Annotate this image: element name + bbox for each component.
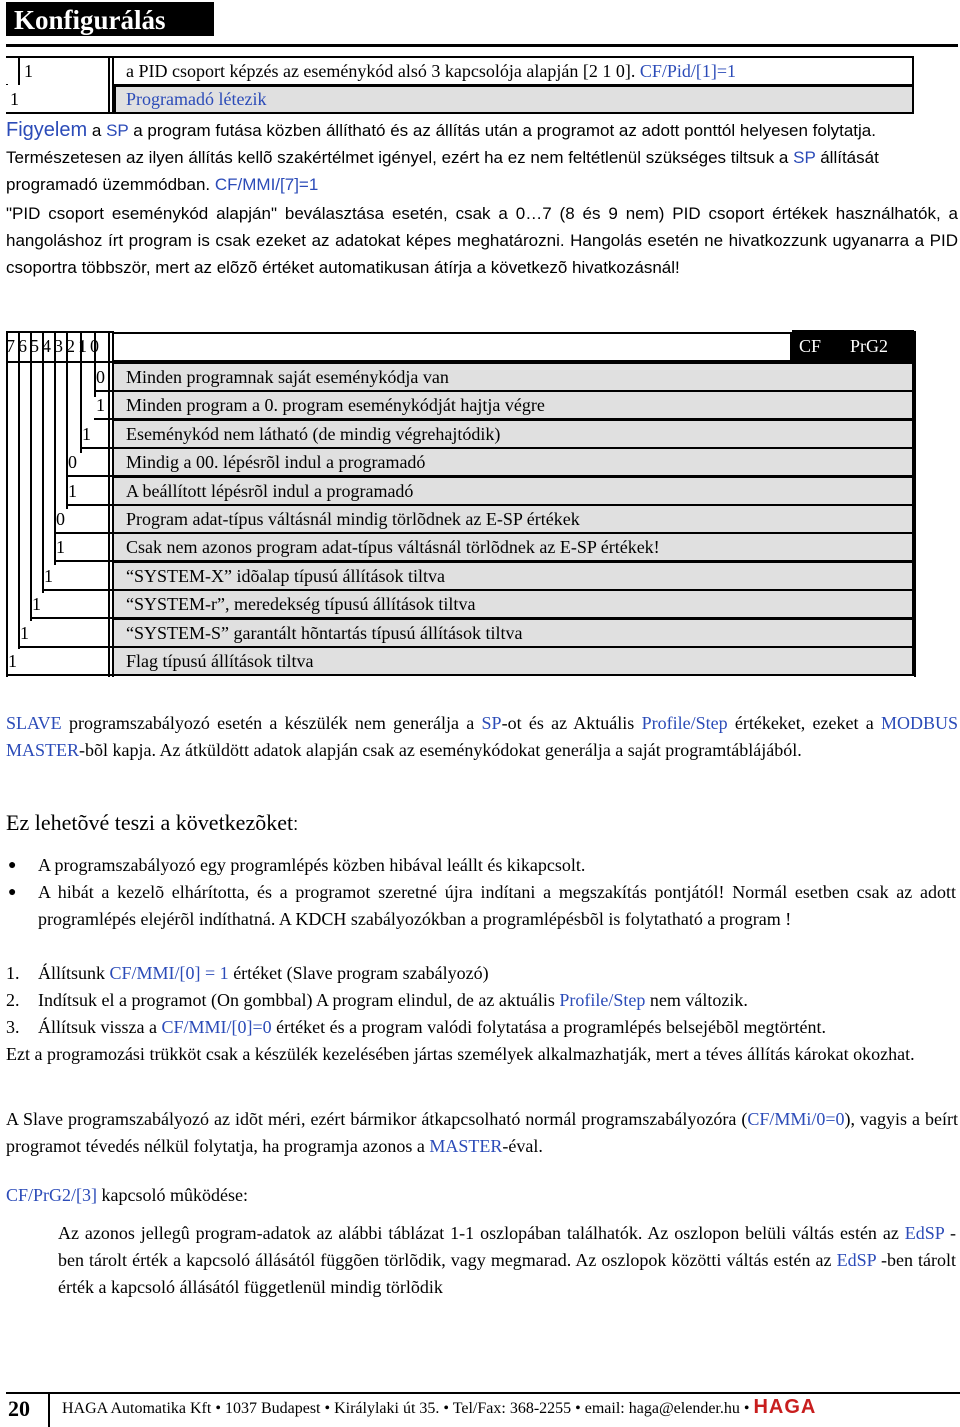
- bit-row-rule: [6, 674, 114, 676]
- para-slave: SLAVE programszabályozó esetén a készülék nem generálja a SP-ot és az Aktuális Profile/Step értékeket, ezeket a MODBUS MASTER-bõl kapja. Az átküldött adatok alapján csak az eseménykódokat generálja a saját programtáblájából.: [6, 713, 959, 760]
- bit-row-value: 1: [32, 594, 41, 615]
- step-num-3: 3.: [6, 1017, 20, 1037]
- bullet-item-2: A hibát a kezelõ elhárította, és a programot szeretné újra indítani a megszakítás pontjától! Normál esetben csak az adott programlépés elejérõl indíthatná. A KDCH szabályozókban a programlépésbõl is folytatható a program !: [38, 882, 956, 929]
- bit-row-text: Csak nem azonos program adat-típus váltásnál törlõdnek az E-SP értékek!: [126, 537, 660, 558]
- bit-row-value: 0: [68, 452, 77, 473]
- bit-row-value: 1: [96, 395, 105, 416]
- bit-row-text: Program adat-típus váltásnál mindig törlõdnek az E-SP értékek: [126, 509, 580, 529]
- bit-row-value: 1: [20, 622, 29, 643]
- bit-row-text: Minden programnak saját eseménykódja van: [126, 367, 449, 387]
- para-edsp: Az azonos jellegû program-adatok az alábbi táblázat 1-1 oszlopában találhatók. Az oszlopon belüli váltás estén az EdSP -ben tárolt érték a kapcsoló állásától függõen törlõdik, vagy megmarad. Az oszlopok közötti váltás estén az EdSP -ben tárolt érték a kapcsoló állásától függetlenül mindig törlõdik: [58, 1223, 957, 1297]
- footer-contact: HAGA Automatika Kft • 1037 Budapest • Királylaki út 35. • Tel/Fax: 368-2255 • email: haga@elender.hu • HAGA: [62, 1396, 817, 1418]
- bit-row-value: 1: [44, 565, 53, 586]
- para-figyelem: Figyelem a SP a program futása közben állítható és az állítás után a programot az adott ponttól helyesen folytatja. Természetesen az ilyen állítás kellõ szakértélmet igényel, ezért ha ez nem feltétlenül szükséges tiltsuk a SP állítását programadó üzemmódban. CF/MMI/[7]=1: [6, 119, 879, 194]
- para-slave-ido: A Slave programszabályozó az idõt méri, ezért bármikor átkapcsolható normál programszabályozóra (CF/MMi/0=0), vagyis a beírt programot tévedés nélkül folytatja, ha programja azonos a MASTER-éval.: [6, 1109, 959, 1156]
- para-prg2-switch: CF/PrG2/[3] kapcsoló mûködése:: [6, 1185, 248, 1205]
- para-trukk: Ezt a programozási trükköt csak a készülék kezelésében jártas személyek alkalmazhatják, mert a téves állítás károkat okozhat.: [6, 1044, 915, 1064]
- step-2: Indítsuk el a programot (On gombbal) A program elindul, de az aktuális Profile/Step nem változik.: [38, 990, 748, 1010]
- bit-row-text: A beállított lépésrõl indul a programadó: [126, 480, 414, 501]
- step-num-2: 2.: [6, 990, 20, 1010]
- bit-row-text: Minden program a 0. program eseménykódját hajtja végre: [126, 395, 545, 416]
- page-title: Konfigurálás: [6, 2, 214, 36]
- bit-row-value: 1: [82, 423, 91, 444]
- bit-row-value: 1: [68, 480, 77, 501]
- bit-row-value: 1: [56, 537, 65, 558]
- bit-row-rule: [42, 589, 114, 591]
- haga-logo: HAGA: [753, 1396, 817, 1418]
- bit-row-value: 0: [96, 367, 105, 387]
- tag-cf: CF: [799, 336, 822, 356]
- bit-row-text: Flag típusú állítások tiltva: [126, 651, 314, 671]
- bit-row-text: “SYSTEM-S” garantált hõntartás típusú állítások tiltva: [126, 622, 523, 643]
- tag-prg2: PrG2: [850, 336, 889, 356]
- footer: [0, 1392, 960, 1427]
- top-row2-text: Programadó létezik: [126, 89, 267, 109]
- top-row2-bit: 1: [10, 89, 19, 109]
- bit-row-text: “SYSTEM-X” idõalap típusú állítások tiltva: [126, 565, 445, 586]
- bit-row-rule: [18, 646, 114, 648]
- para-pid-csoport: "PID csoport eseménykód alapján" beválasztása esetén, csak a 0…7 (8 és 9 nem) PID csoport értékek használhatók, a hangoláshoz írt program is csak ezeket az adatokat képes meghatározni. Hangolás esetén ne hivatkozzunk ugyanarra a PID csoportra többször, mert az elõzõ értéket automatikusan átírja a következõ hivatkozásnál!: [6, 204, 958, 277]
- bit-row-text: Eseménykód nem látható (de mindig végrehajtódik): [126, 423, 501, 444]
- bit-row-text: “SYSTEM-r”, meredekség típusú állítások tiltva: [126, 594, 476, 615]
- bullet-dot: ●: [8, 885, 17, 900]
- step-1: Állítsunk CF/MMI/[0] = 1 értéket (Slave program szabályozó): [38, 963, 489, 983]
- bit-row-rule: [94, 418, 114, 420]
- page-number: 20: [8, 1396, 30, 1421]
- bit-row-text: Mindig a 00. lépésrõl indul a programadó: [126, 452, 426, 473]
- bit-row-value: 0: [56, 509, 65, 529]
- top-row1-text: a PID csoport képzés az eseménykód alsó 3 kapcsolója alapján [2 1 0]. CF/Pid/[1]=1: [126, 61, 737, 81]
- header-rule: [6, 44, 958, 47]
- bit-row-value: 1: [8, 651, 17, 671]
- top-row1-bit: 1: [24, 61, 33, 81]
- header-bits: 76543210: [6, 336, 102, 356]
- section-title: Ez lehetõvé teszi a következõket:: [6, 810, 299, 835]
- step-3: Állítsuk vissza a CF/MMI/[0]=0 értéket és a program valódi folytatása a programlépés belsejébõl megtörtént.: [38, 1017, 826, 1037]
- bit-row-rule: [66, 504, 114, 506]
- bullet-dot: ●: [8, 858, 17, 873]
- bit-row-rule: [54, 560, 114, 562]
- ref-cf-pid: CF/Pid/[1]=1: [639, 61, 737, 81]
- bit-row-rule: [30, 617, 114, 619]
- bullet-item-1: A programszabályozó egy programlépés közben hibával leállt és kikapcsolt.: [38, 855, 586, 875]
- step-num-1: 1.: [6, 963, 20, 983]
